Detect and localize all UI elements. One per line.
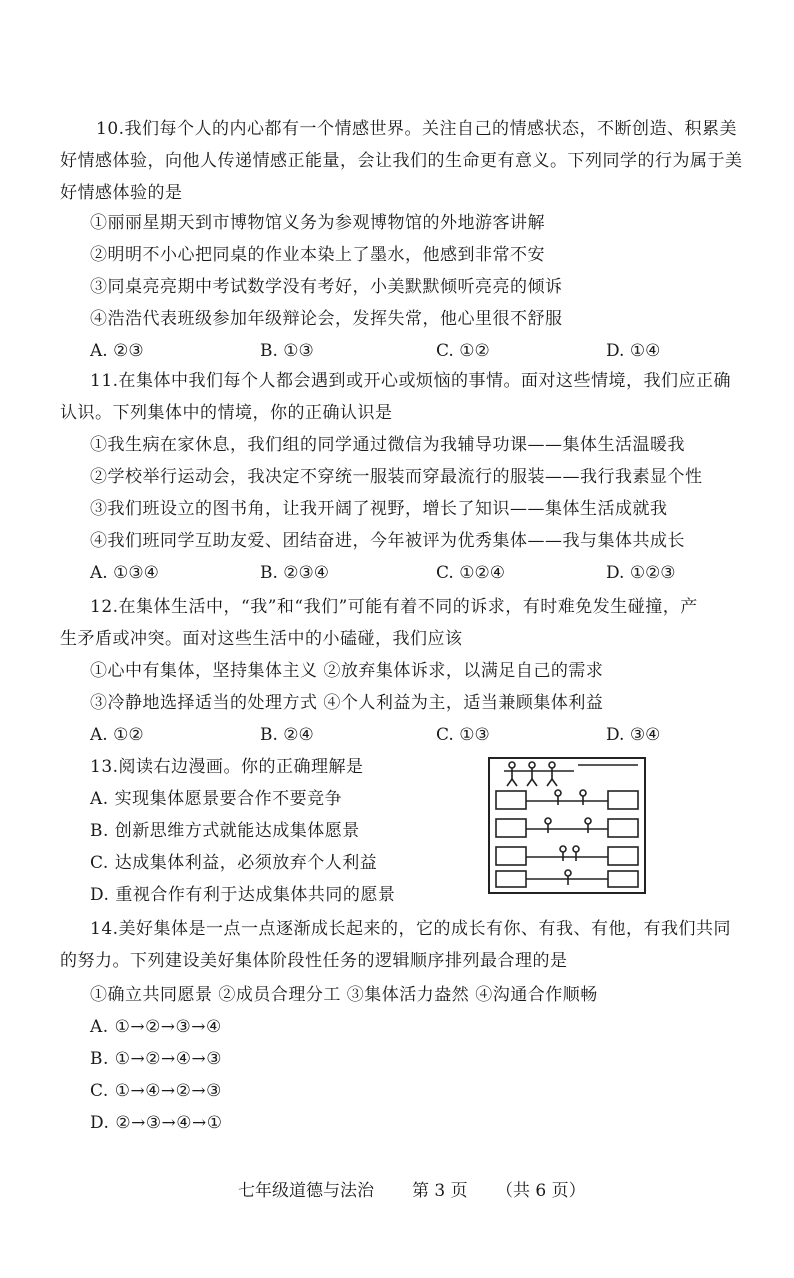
q14-option-c: C. ①→④→②→③ — [90, 1081, 222, 1101]
q11-option-d: D. ①②③ — [606, 563, 676, 583]
q12-option-a: A. ①② — [90, 725, 144, 745]
q14-stem-line-1: 14.美好集体是一点一点逐渐成长起来的，它的成长有你、有我、有他，有我们共同 — [90, 919, 732, 939]
q14-stem-line-2: 的努力。下列建设美好集体阶段性任务的逻辑顺序排列最合理的是 — [60, 951, 568, 971]
comic-illustration — [488, 757, 646, 894]
q13-option-b: B. 创新思维方式就能达成集体愿景 — [90, 821, 360, 841]
q11-item-3: ③我们班设立的图书角，让我开阔了视野，增长了知识——集体生活成就我 — [90, 499, 668, 519]
q11-option-c: C. ①②④ — [436, 563, 505, 583]
q10-item-3: ③同桌亮亮期中考试数学没有考好，小美默默倾听亮亮的倾诉 — [90, 277, 563, 297]
q11-option-a: A. ①③④ — [90, 563, 159, 583]
q10-stem-line-3: 好情感体验的是 — [60, 183, 183, 203]
q12-stem-line-2: 生矛盾或冲突。面对这些生活中的小磕碰，我们应该 — [60, 629, 463, 649]
q12-option-b: B. ②④ — [260, 725, 314, 745]
q12-item-2: ③冷静地选择适当的处理方式 ④个人利益为主，适当兼顾集体利益 — [90, 693, 604, 713]
footer-page-total: （共 6 页） — [496, 1181, 586, 1201]
q12-option-d: D. ③④ — [606, 725, 661, 745]
q13-stem: 13.阅读右边漫画。你的正确理解是 — [90, 757, 364, 777]
q13-option-d: D. 重视合作有利于达成集体共同的愿景 — [90, 885, 396, 905]
q10-item-2: ②明明不小心把同桌的作业本染上了墨水，他感到非常不安 — [90, 245, 545, 265]
q11-item-4: ④我们班同学互助友爱、团结奋进，今年被评为优秀集体——我与集体共成长 — [90, 531, 685, 551]
q11-stem-line-1: 11.在集体中我们每个人都会遇到或开心或烦恼的事情。面对这些情境，我们应正确 — [90, 371, 732, 391]
q11-item-2: ②学校举行运动会，我决定不穿统一服装而穿最流行的服装——我行我素显个性 — [90, 467, 703, 487]
q11-stem-line-2: 认识。下列集体中的情境，你的正确认识是 — [60, 403, 393, 423]
q10-item-1: ①丽丽星期天到市博物馆义务为参观博物馆的外地游客讲解 — [90, 213, 545, 233]
q10-option-a: A. ②③ — [90, 341, 144, 361]
q14-option-d: D. ②→③→④→① — [90, 1113, 223, 1133]
q12-option-c: C. ①③ — [436, 725, 490, 745]
q12-stem-line-1: 12.在集体生活中，“我”和“我们”可能有着不同的诉求，有时难免发生碰撞，产 — [90, 597, 698, 617]
q10-stem-line-1: 10.我们每个人的内心都有一个情感世界。关注自己的情感状态，不断创造、积累美 — [96, 119, 738, 139]
q12-item-1: ①心中有集体，坚持集体主义 ②放弃集体诉求，以满足自己的需求 — [90, 661, 604, 681]
q14-items: ①确立共同愿景 ②成员合理分工 ③集体活力盎然 ④沟通合作顺畅 — [90, 985, 598, 1005]
q14-option-a: A. ①→②→③→④ — [90, 1017, 222, 1037]
q10-item-4: ④浩浩代表班级参加年级辩论会，发挥失常，他心里很不舒服 — [90, 309, 563, 329]
footer-page-number: 第 3 页 — [412, 1181, 468, 1201]
footer-subject: 七年级道德与法治 — [238, 1181, 374, 1201]
q10-option-b: B. ①③ — [260, 341, 314, 361]
q10-option-c: C. ①② — [436, 341, 490, 361]
q13-option-c: C. 达成集体利益，必须放弃个人利益 — [90, 853, 378, 873]
q10-option-d: D. ①④ — [606, 341, 661, 361]
q10-stem-line-2: 好情感体验，向他人传递情感正能量，会让我们的生命更有意义。下列同学的行为属于美 — [60, 151, 743, 171]
q13-option-a: A. 实现集体愿景要合作不要竞争 — [90, 789, 343, 809]
q11-option-b: B. ②③④ — [260, 563, 330, 583]
q11-item-1: ①我生病在家休息，我们组的同学通过微信为我辅导功课——集体生活温暖我 — [90, 435, 685, 455]
q14-option-b: B. ①→②→④→③ — [90, 1049, 222, 1069]
